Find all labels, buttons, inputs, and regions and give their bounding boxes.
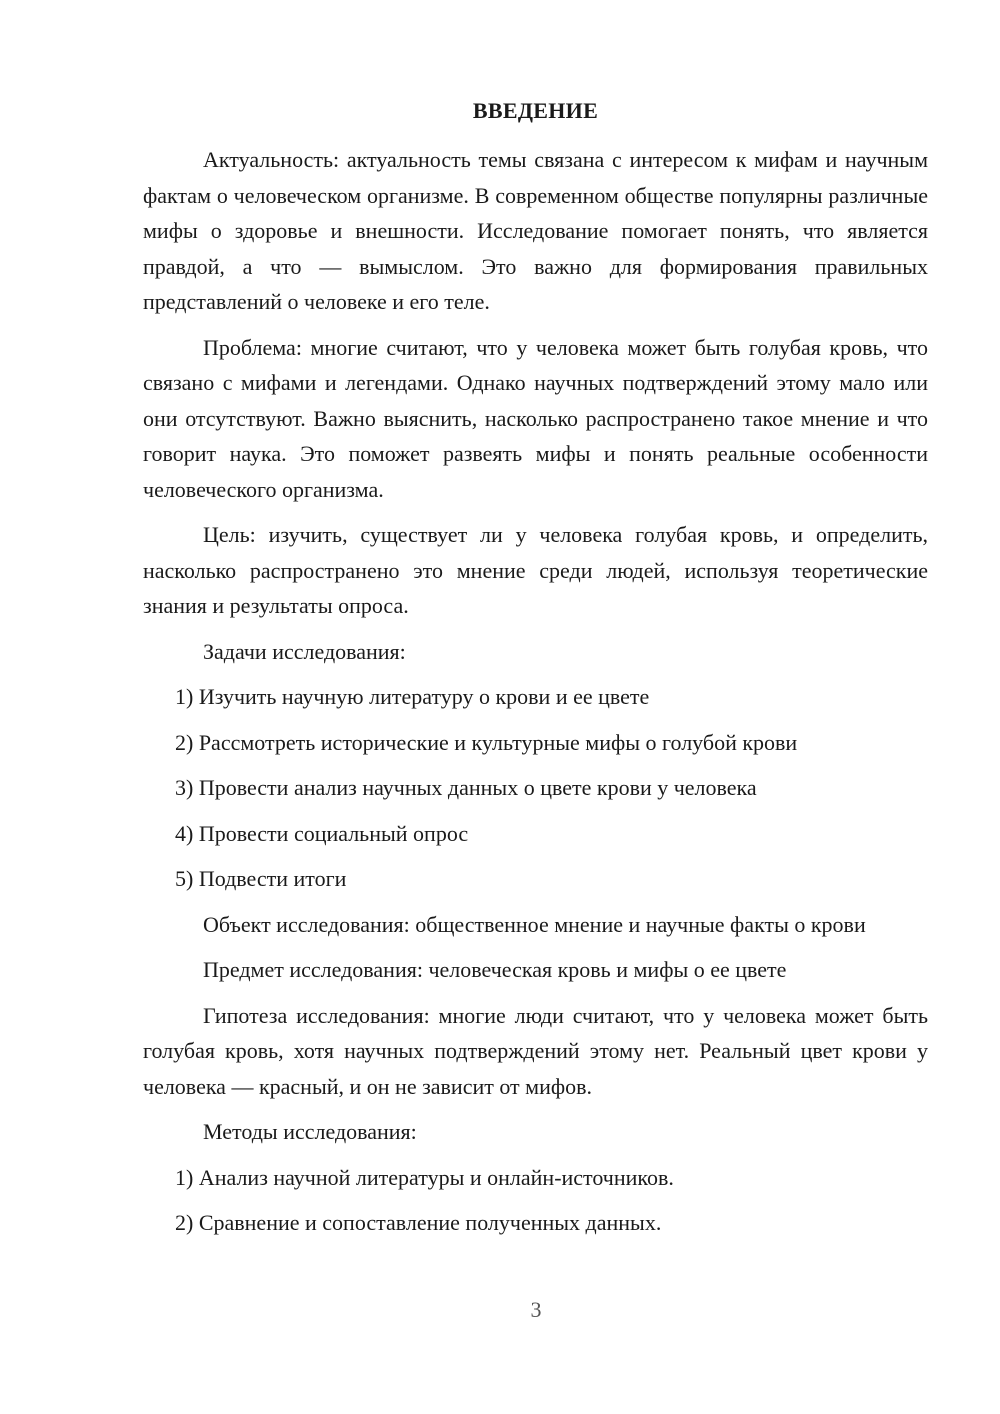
subject-paragraph: Предмет исследования: человеческая кровь и мифы о ее цвете [203,957,787,982]
task-item: 5) Подвести итоги [175,866,347,891]
methods-list [143,1160,928,1241]
goal-paragraph: Цель: изучить, существует ли у человека голубая кровь, и определить, насколько распространено это мнение среди людей, используя теоретические знания и результаты опроса. [143,522,928,618]
tasks-title: Задачи исследования: [203,638,406,664]
task-item: 3) Провести анализ научных данных о цвете крови у человека [175,775,757,800]
task-item: 1) Изучить научную литературу о крови и ее цвете [175,684,650,709]
hypothesis-paragraph: Гипотеза исследования: многие люди считают, что у человека может быть голубая кровь, хотя научных подтверждений этому нет. Реальный цвет крови у человека — красный, и он не зависит от мифов. [143,1002,928,1099]
method-item: 1) Анализ научной литературы и онлайн-источников. [175,1164,674,1190]
tasks-list [143,679,928,897]
page-number: 3 [530,1297,542,1322]
task-item: 2) Рассмотреть исторические и культурные мифы о голубой крови [175,729,798,755]
section-heading: ВВЕДЕНИЕ [472,98,599,123]
object-paragraph: Объект исследования: общественное мнение и научные факты о крови [203,911,866,937]
relevance-paragraph: Актуальность: актуальность темы связана с интересом к мифам и научным фактам о человеческом организме. В современном обществе популярны различные мифы о здоровье и внешности. Исследование помогает понять, что является правдой, а что — вымыслом. Это важно для формирования правильных представлений о человеке и его теле. [143,147,928,314]
problem-paragraph: Проблема: многие считают, что у человека может быть голубая кровь, что связано с мифами и легендами. Однако научных подтверждений этому мало или они отсутствуют. Важно выяснить, насколько распространено такое мнение и что говорит наука. Это поможет развеять мифы и понять реальные особенности человеческого организма. [143,334,928,502]
methods-title: Методы исследования: [203,1119,417,1144]
method-item: 2) Сравнение и сопоставление полученных данных. [175,1210,662,1235]
document-page [143,96,928,1251]
task-item: 4) Провести социальный опрос [175,820,469,846]
